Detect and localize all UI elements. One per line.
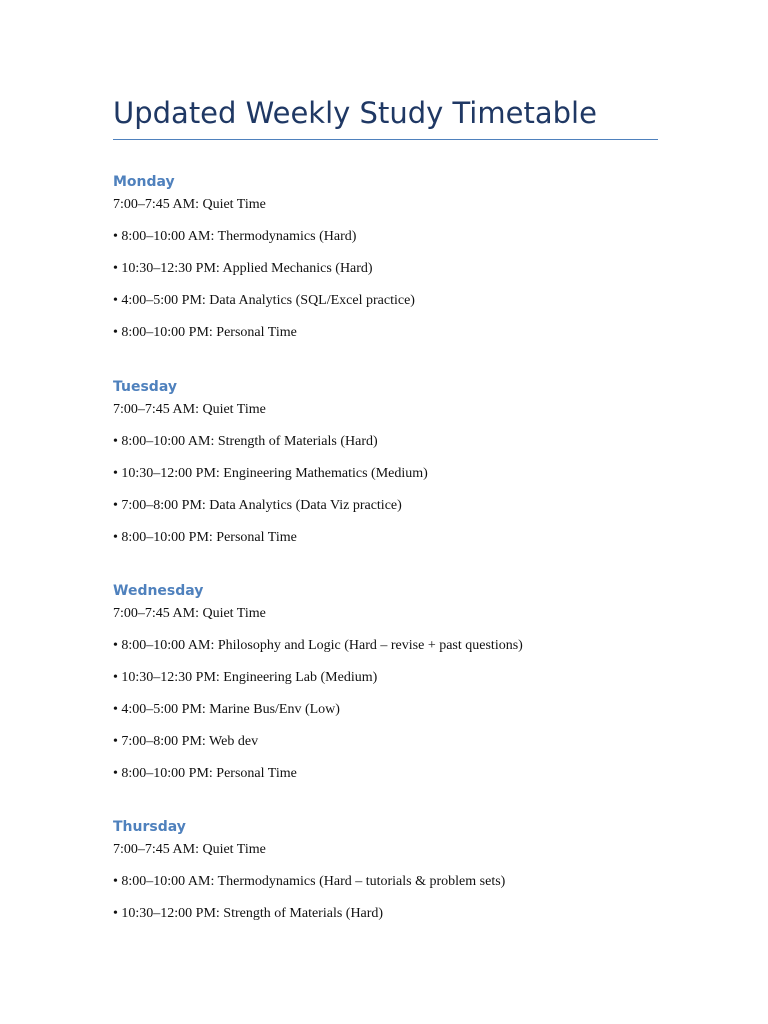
schedule-entry: • 8:00–10:00 AM: Strength of Materials (Hard) xyxy=(113,434,378,449)
schedule-entry: • 4:00–5:00 PM: Marine Bus/Env (Low) xyxy=(113,702,340,717)
schedule-entry: • 4:00–5:00 PM: Data Analytics (SQL/Excel practice) xyxy=(113,293,415,308)
schedule-entry: • 8:00–10:00 AM: Philosophy and Logic (Hard – revise + past questions) xyxy=(113,638,523,653)
schedule-entry: • 10:30–12:00 PM: Engineering Mathematics (Medium) xyxy=(113,466,428,481)
day-heading-monday: Monday xyxy=(113,174,175,190)
schedule-entry: 7:00–7:45 AM: Quiet Time xyxy=(113,606,266,621)
schedule-entry: • 8:00–10:00 PM: Personal Time xyxy=(113,325,297,340)
schedule-entry: • 8:00–10:00 AM: Thermodynamics (Hard – tutorials & problem sets) xyxy=(113,874,506,889)
schedule-entry: • 7:00–8:00 PM: Data Analytics (Data Viz practice) xyxy=(113,498,402,513)
schedule-entry: 7:00–7:45 AM: Quiet Time xyxy=(113,842,266,857)
page-title: Updated Weekly Study Timetable xyxy=(113,96,597,130)
schedule-entry: • 8:00–10:00 PM: Personal Time xyxy=(113,530,297,545)
schedule-entry: • 10:30–12:30 PM: Applied Mechanics (Hard) xyxy=(113,261,373,276)
schedule-entry: 7:00–7:45 AM: Quiet Time xyxy=(113,197,266,212)
title-underline xyxy=(113,139,658,140)
schedule-entry: • 10:30–12:30 PM: Engineering Lab (Medium) xyxy=(113,670,378,685)
schedule-entry: • 7:00–8:00 PM: Web dev xyxy=(113,734,259,749)
day-heading-wednesday: Wednesday xyxy=(113,583,204,599)
schedule-entry: 7:00–7:45 AM: Quiet Time xyxy=(113,402,266,417)
schedule-entry: • 8:00–10:00 PM: Personal Time xyxy=(113,766,297,781)
schedule-entry: • 10:30–12:00 PM: Strength of Materials (Hard) xyxy=(113,906,384,921)
day-heading-thursday: Thursday xyxy=(113,819,186,835)
schedule-entry: • 8:00–10:00 AM: Thermodynamics (Hard) xyxy=(113,229,357,244)
day-heading-tuesday: Tuesday xyxy=(113,379,177,395)
